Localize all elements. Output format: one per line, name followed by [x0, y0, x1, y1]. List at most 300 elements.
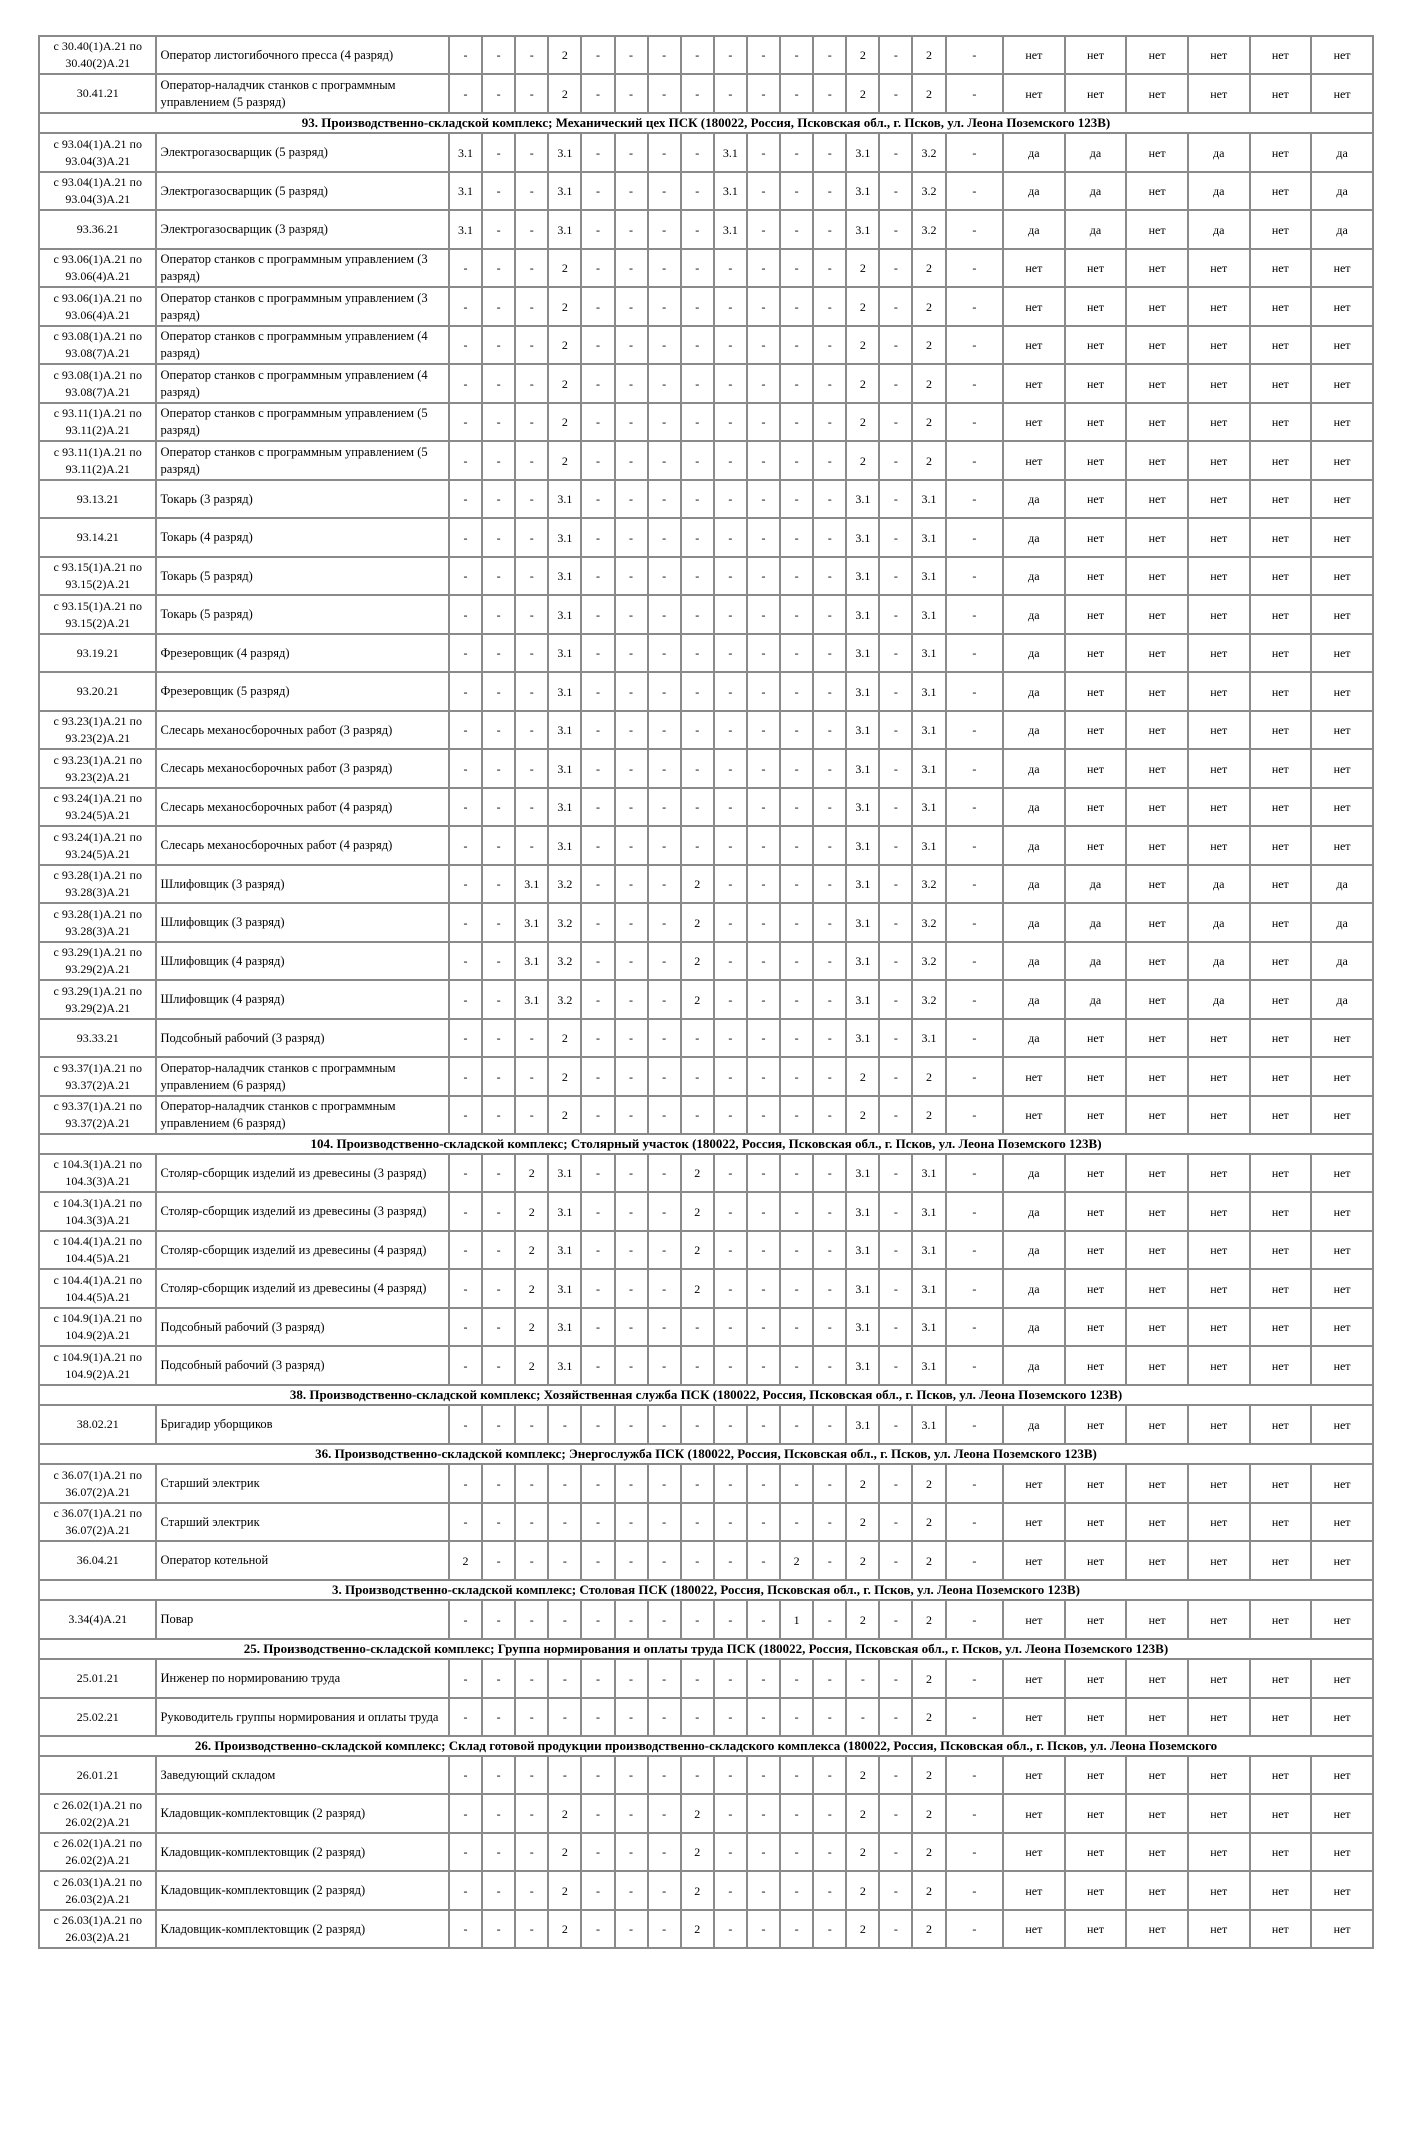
class-cell: -: [548, 1698, 581, 1736]
class-cell: -: [449, 1096, 482, 1134]
class-cell: -: [581, 441, 614, 480]
section-title: 38. Производственно-складской комплекс; Хозяйственная служба ПСК (180022, Россия, Псковская обл., г. Псков, ул. Леона Поземского 123В): [39, 1385, 1373, 1405]
class-cell: -: [780, 865, 813, 903]
class-cell: -: [449, 403, 482, 441]
class-cell: -: [846, 1698, 879, 1736]
class-cell: -: [813, 480, 846, 518]
guarantee-flag-cell: нет: [1065, 1541, 1127, 1580]
class-cell: -: [449, 980, 482, 1019]
class-cell: 3.1: [515, 980, 548, 1019]
guarantee-flag-cell: да: [1003, 942, 1065, 980]
table-row: [39, 1057, 1373, 1096]
class-cell: -: [813, 210, 846, 249]
table-row: [39, 74, 1373, 113]
class-cell: -: [714, 1600, 747, 1639]
class-cell: -: [482, 788, 515, 826]
guarantee-flag-cell: нет: [1250, 480, 1312, 518]
guarantee-flag-cell: нет: [1250, 172, 1312, 210]
guarantee-flag-cell: нет: [1126, 287, 1188, 326]
class-cell: -: [581, 826, 614, 865]
guarantee-flag-cell: нет: [1126, 1871, 1188, 1910]
class-cell: -: [581, 249, 614, 287]
workplace-code: с 93.06(1)А.21 по 93.06(4)А.21: [39, 287, 156, 326]
class-cell: -: [879, 172, 912, 210]
class-cell: -: [449, 1756, 482, 1794]
class-cell: -: [648, 441, 681, 480]
class-cell: -: [747, 210, 780, 249]
guarantee-flag-cell: да: [1003, 634, 1065, 672]
class-cell: 3.1: [548, 749, 581, 788]
class-cell: -: [714, 249, 747, 287]
position-name: Инженер по нормированию труда: [156, 1659, 448, 1698]
class-cell: -: [615, 326, 648, 364]
class-cell: -: [648, 1833, 681, 1871]
class-cell: -: [879, 749, 912, 788]
guarantee-flag-cell: нет: [1188, 1192, 1250, 1231]
class-cell: 2: [681, 1192, 714, 1231]
table-row: [39, 865, 1373, 903]
class-cell: -: [482, 403, 515, 441]
class-cell: -: [449, 749, 482, 788]
position-name: Токарь (4 разряд): [156, 518, 448, 557]
class-cell: -: [879, 133, 912, 172]
class-cell: -: [581, 1464, 614, 1503]
guarantee-flag-cell: нет: [1250, 74, 1312, 113]
class-cell: -: [615, 672, 648, 711]
class-cell: -: [615, 1659, 648, 1698]
class-cell: -: [615, 1794, 648, 1833]
class-cell: -: [879, 1464, 912, 1503]
class-cell: 3.1: [846, 133, 879, 172]
class-cell: 2: [681, 1871, 714, 1910]
workplace-code: 93.14.21: [39, 518, 156, 557]
class-cell: -: [581, 1269, 614, 1308]
class-cell: -: [813, 364, 846, 403]
class-cell: -: [780, 1659, 813, 1698]
class-cell: -: [946, 980, 1003, 1019]
guarantee-flag-cell: нет: [1250, 403, 1312, 441]
class-cell: 3.1: [912, 1405, 945, 1444]
guarantee-flag-cell: нет: [1126, 1346, 1188, 1385]
class-cell: 3.1: [846, 1192, 879, 1231]
class-cell: -: [946, 403, 1003, 441]
guarantee-flag-cell: нет: [1311, 711, 1373, 749]
class-cell: -: [879, 287, 912, 326]
table-row: [39, 942, 1373, 980]
class-cell: 2: [912, 1794, 945, 1833]
guarantee-flag-cell: нет: [1003, 1541, 1065, 1580]
class-cell: 3.1: [548, 595, 581, 634]
class-cell: 2: [846, 1541, 879, 1580]
guarantee-flag-cell: нет: [1250, 788, 1312, 826]
table-row: [39, 36, 1373, 74]
guarantee-flag-cell: нет: [1126, 1698, 1188, 1736]
class-cell: -: [482, 1019, 515, 1057]
class-cell: -: [482, 865, 515, 903]
class-cell: -: [581, 1308, 614, 1346]
guarantee-flag-cell: да: [1003, 711, 1065, 749]
position-name: Оператор станков с программным управлением (3 разряд): [156, 287, 448, 326]
class-cell: -: [482, 249, 515, 287]
class-cell: -: [879, 1698, 912, 1736]
table-row: [39, 172, 1373, 210]
class-cell: 3.1: [548, 1269, 581, 1308]
guarantee-flag-cell: нет: [1126, 1600, 1188, 1639]
guarantee-flag-cell: нет: [1188, 1659, 1250, 1698]
workplace-code: с 93.28(1)А.21 по 93.28(3)А.21: [39, 865, 156, 903]
class-cell: -: [946, 903, 1003, 942]
class-cell: 3.1: [548, 1308, 581, 1346]
class-cell: -: [482, 1269, 515, 1308]
guarantee-flag-cell: да: [1003, 672, 1065, 711]
class-cell: -: [681, 210, 714, 249]
class-cell: -: [482, 672, 515, 711]
guarantee-flag-cell: нет: [1065, 480, 1127, 518]
class-cell: 3.2: [548, 903, 581, 942]
class-cell: -: [714, 595, 747, 634]
class-cell: -: [581, 595, 614, 634]
workplace-code: 36.04.21: [39, 1541, 156, 1580]
class-cell: -: [780, 1833, 813, 1871]
class-cell: -: [747, 942, 780, 980]
guarantee-flag-cell: нет: [1311, 403, 1373, 441]
class-cell: -: [515, 326, 548, 364]
class-cell: -: [449, 595, 482, 634]
guarantee-flag-cell: нет: [1311, 1308, 1373, 1346]
guarantee-flag-cell: нет: [1188, 1833, 1250, 1871]
class-cell: -: [482, 1192, 515, 1231]
guarantee-flag-cell: нет: [1065, 326, 1127, 364]
table-row: [39, 1154, 1373, 1192]
class-cell: -: [747, 403, 780, 441]
class-cell: -: [780, 1698, 813, 1736]
class-cell: -: [879, 1541, 912, 1580]
guarantee-flag-cell: нет: [1126, 36, 1188, 74]
guarantee-flag-cell: да: [1003, 826, 1065, 865]
class-cell: 2: [912, 1464, 945, 1503]
class-cell: 3.1: [846, 557, 879, 595]
class-cell: -: [449, 1503, 482, 1541]
workplace-code: с 26.03(1)А.21 по 26.03(2)А.21: [39, 1871, 156, 1910]
guarantee-flag-cell: нет: [1250, 1600, 1312, 1639]
class-cell: 3.1: [846, 826, 879, 865]
table-row: [39, 1019, 1373, 1057]
class-cell: -: [648, 1346, 681, 1385]
class-cell: -: [482, 595, 515, 634]
class-cell: -: [780, 1231, 813, 1269]
class-cell: -: [681, 1057, 714, 1096]
position-name: Токарь (5 разряд): [156, 557, 448, 595]
class-cell: -: [615, 1308, 648, 1346]
class-cell: -: [581, 788, 614, 826]
guarantee-flag-cell: нет: [1188, 441, 1250, 480]
table-row: [39, 1308, 1373, 1346]
class-cell: -: [946, 557, 1003, 595]
class-cell: -: [714, 518, 747, 557]
class-cell: -: [515, 480, 548, 518]
section-title: 26. Производственно-складской комплекс; Склад готовой продукции производственно-складского комплекса (180022, Россия, Псковская обл., г. Псков, ул. Леона Поземского: [39, 1736, 1373, 1756]
class-cell: 2: [846, 403, 879, 441]
class-cell: 3.1: [548, 1192, 581, 1231]
guarantee-flag-cell: нет: [1250, 1659, 1312, 1698]
class-cell: -: [581, 1541, 614, 1580]
class-cell: -: [515, 133, 548, 172]
class-cell: -: [515, 1600, 548, 1639]
guarantee-flag-cell: нет: [1311, 1503, 1373, 1541]
class-cell: -: [946, 749, 1003, 788]
class-cell: -: [615, 287, 648, 326]
guarantee-flag-cell: нет: [1126, 74, 1188, 113]
workplace-code: с 93.23(1)А.21 по 93.23(2)А.21: [39, 749, 156, 788]
class-cell: -: [747, 865, 780, 903]
class-cell: 2: [515, 1231, 548, 1269]
class-cell: 3.1: [912, 672, 945, 711]
guarantee-flag-cell: нет: [1126, 1756, 1188, 1794]
class-cell: -: [648, 1698, 681, 1736]
class-cell: -: [780, 36, 813, 74]
class-cell: 2: [846, 1910, 879, 1948]
class-cell: 3.1: [912, 1154, 945, 1192]
guarantee-flag-cell: нет: [1188, 634, 1250, 672]
class-cell: -: [615, 942, 648, 980]
class-cell: -: [515, 1405, 548, 1444]
class-cell: -: [946, 1910, 1003, 1948]
class-cell: -: [747, 480, 780, 518]
class-cell: -: [681, 749, 714, 788]
guarantee-flag-cell: нет: [1311, 672, 1373, 711]
class-cell: 2: [681, 1269, 714, 1308]
workplace-code: с 26.02(1)А.21 по 26.02(2)А.21: [39, 1794, 156, 1833]
class-cell: -: [714, 1269, 747, 1308]
position-name: Кладовщик-комплектовщик (2 разряд): [156, 1833, 448, 1871]
class-cell: -: [813, 1871, 846, 1910]
guarantee-flag-cell: нет: [1065, 1910, 1127, 1948]
class-cell: -: [449, 74, 482, 113]
class-cell: -: [747, 903, 780, 942]
class-cell: -: [780, 1192, 813, 1231]
class-cell: -: [515, 749, 548, 788]
guarantee-flag-cell: нет: [1126, 1405, 1188, 1444]
guarantee-flag-cell: нет: [1003, 441, 1065, 480]
class-cell: -: [615, 711, 648, 749]
class-cell: 3.1: [548, 634, 581, 672]
workplace-code: 3.34(4)А.21: [39, 1600, 156, 1639]
class-cell: 2: [548, 403, 581, 441]
table-row: [39, 1756, 1373, 1794]
class-cell: 3.1: [548, 133, 581, 172]
guarantee-flag-cell: нет: [1003, 1910, 1065, 1948]
class-cell: -: [813, 980, 846, 1019]
class-cell: -: [449, 1154, 482, 1192]
class-cell: -: [515, 36, 548, 74]
class-cell: -: [747, 287, 780, 326]
guarantee-flag-cell: нет: [1065, 1231, 1127, 1269]
class-cell: -: [482, 942, 515, 980]
class-cell: -: [449, 1231, 482, 1269]
class-cell: 2: [548, 1019, 581, 1057]
guarantee-flag-cell: нет: [1188, 1600, 1250, 1639]
guarantee-flag-cell: нет: [1311, 1057, 1373, 1096]
class-cell: -: [946, 1096, 1003, 1134]
class-cell: -: [747, 1464, 780, 1503]
class-cell: 2: [846, 249, 879, 287]
class-cell: -: [747, 1910, 780, 1948]
class-cell: -: [648, 903, 681, 942]
class-cell: 3.1: [846, 518, 879, 557]
guarantee-flag-cell: нет: [1188, 1308, 1250, 1346]
guarantee-flag-cell: нет: [1065, 1308, 1127, 1346]
class-cell: 2: [681, 1794, 714, 1833]
guarantee-flag-cell: да: [1188, 942, 1250, 980]
position-name: Фрезеровщик (4 разряд): [156, 634, 448, 672]
class-cell: -: [449, 518, 482, 557]
class-cell: -: [515, 826, 548, 865]
guarantee-flag-cell: да: [1003, 865, 1065, 903]
class-cell: -: [780, 364, 813, 403]
guarantee-flag-cell: нет: [1250, 1503, 1312, 1541]
guarantee-flag-cell: нет: [1250, 942, 1312, 980]
guarantee-flag-cell: нет: [1126, 1308, 1188, 1346]
guarantee-flag-cell: нет: [1126, 557, 1188, 595]
class-cell: -: [681, 788, 714, 826]
position-name: Фрезеровщик (5 разряд): [156, 672, 448, 711]
position-name: Оператор-наладчик станков с программным управлением (6 разряд): [156, 1057, 448, 1096]
class-cell: 3.1: [548, 1154, 581, 1192]
class-cell: -: [946, 595, 1003, 634]
class-cell: -: [615, 1833, 648, 1871]
class-cell: -: [681, 1600, 714, 1639]
class-cell: -: [946, 1346, 1003, 1385]
class-cell: -: [482, 1833, 515, 1871]
position-name: Кладовщик-комплектовщик (2 разряд): [156, 1871, 448, 1910]
class-cell: -: [813, 672, 846, 711]
class-cell: -: [581, 1698, 614, 1736]
workplace-code: с 93.28(1)А.21 по 93.28(3)А.21: [39, 903, 156, 942]
class-cell: -: [581, 865, 614, 903]
class-cell: 3.1: [846, 1269, 879, 1308]
guarantee-flag-cell: нет: [1250, 36, 1312, 74]
class-cell: 2: [846, 1057, 879, 1096]
position-name: Слесарь механосборочных работ (3 разряд): [156, 749, 448, 788]
guarantee-flag-cell: нет: [1250, 980, 1312, 1019]
guarantee-flag-cell: нет: [1065, 1192, 1127, 1231]
guarantee-flag-cell: нет: [1311, 1269, 1373, 1308]
guarantee-flag-cell: нет: [1126, 672, 1188, 711]
guarantee-flag-cell: нет: [1065, 788, 1127, 826]
class-cell: -: [879, 1503, 912, 1541]
class-cell: -: [648, 326, 681, 364]
class-cell: -: [946, 865, 1003, 903]
class-cell: -: [714, 942, 747, 980]
class-cell: 2: [912, 1541, 945, 1580]
class-cell: -: [780, 1464, 813, 1503]
class-cell: -: [813, 711, 846, 749]
class-cell: -: [482, 1464, 515, 1503]
class-cell: 2: [515, 1192, 548, 1231]
guarantee-flag-cell: нет: [1065, 441, 1127, 480]
class-cell: -: [946, 788, 1003, 826]
workplace-code: с 104.3(1)А.21 по 104.3(3)А.21: [39, 1154, 156, 1192]
guarantee-flag-cell: нет: [1065, 1464, 1127, 1503]
guarantee-flag-cell: нет: [1003, 74, 1065, 113]
class-cell: 3.1: [548, 672, 581, 711]
table-row: [39, 557, 1373, 595]
class-cell: -: [581, 1659, 614, 1698]
table-row: [39, 749, 1373, 788]
class-cell: -: [648, 1231, 681, 1269]
class-cell: -: [581, 1833, 614, 1871]
class-cell: -: [581, 634, 614, 672]
workplace-code: с 93.04(1)А.21 по 93.04(3)А.21: [39, 172, 156, 210]
class-cell: -: [482, 518, 515, 557]
guarantee-flag-cell: нет: [1188, 1269, 1250, 1308]
class-cell: -: [879, 1192, 912, 1231]
class-cell: -: [581, 1096, 614, 1134]
class-cell: -: [780, 1405, 813, 1444]
class-cell: -: [946, 364, 1003, 403]
guarantee-flag-cell: нет: [1311, 1464, 1373, 1503]
class-cell: -: [482, 903, 515, 942]
table-row: [39, 980, 1373, 1019]
class-cell: -: [449, 1833, 482, 1871]
table-row: [39, 441, 1373, 480]
position-name: Шлифовщик (3 разряд): [156, 903, 448, 942]
class-cell: 3.1: [548, 788, 581, 826]
class-cell: -: [681, 133, 714, 172]
guarantee-flag-cell: нет: [1065, 249, 1127, 287]
class-cell: -: [581, 1405, 614, 1444]
table-row: [39, 133, 1373, 172]
guarantee-flag-cell: нет: [1126, 1833, 1188, 1871]
class-cell: -: [780, 1154, 813, 1192]
class-cell: -: [813, 1057, 846, 1096]
class-cell: -: [946, 480, 1003, 518]
class-cell: 2: [912, 441, 945, 480]
class-cell: -: [747, 557, 780, 595]
class-cell: 3.1: [449, 133, 482, 172]
class-cell: -: [615, 518, 648, 557]
class-cell: -: [615, 1600, 648, 1639]
guarantee-flag-cell: нет: [1126, 518, 1188, 557]
guarantee-flag-cell: да: [1311, 210, 1373, 249]
class-cell: -: [615, 595, 648, 634]
class-cell: 1: [780, 1600, 813, 1639]
guarantee-flag-cell: нет: [1250, 903, 1312, 942]
table-row: [39, 1910, 1373, 1948]
class-cell: -: [548, 1541, 581, 1580]
class-cell: -: [813, 36, 846, 74]
class-cell: -: [581, 1600, 614, 1639]
class-cell: -: [515, 1503, 548, 1541]
class-cell: -: [813, 1833, 846, 1871]
class-cell: -: [581, 403, 614, 441]
class-cell: -: [946, 1231, 1003, 1269]
guarantee-flag-cell: да: [1188, 865, 1250, 903]
class-cell: -: [747, 1659, 780, 1698]
guarantee-flag-cell: нет: [1188, 1871, 1250, 1910]
class-cell: -: [714, 36, 747, 74]
class-cell: -: [813, 1308, 846, 1346]
class-cell: -: [946, 1269, 1003, 1308]
guarantee-flag-cell: нет: [1065, 672, 1127, 711]
class-cell: -: [879, 980, 912, 1019]
class-cell: 2: [912, 1503, 945, 1541]
class-cell: 3.1: [548, 1346, 581, 1385]
class-cell: -: [714, 1096, 747, 1134]
position-name: Оператор станков с программным управлением (4 разряд): [156, 326, 448, 364]
class-cell: 3.2: [912, 865, 945, 903]
class-cell: -: [946, 36, 1003, 74]
